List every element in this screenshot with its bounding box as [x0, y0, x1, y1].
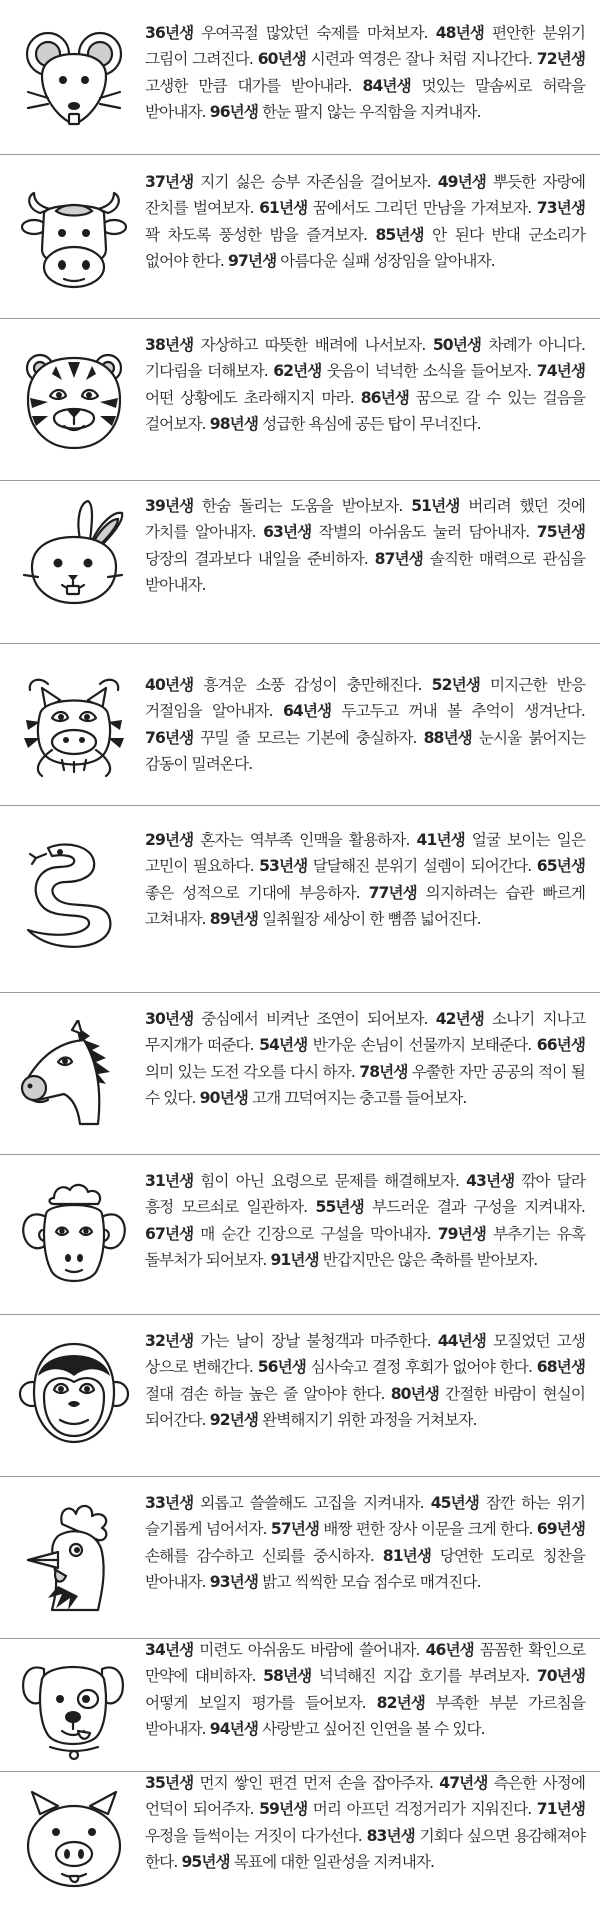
fortune-line: 달달해진 분위기 설렘이 되어간다.	[307, 857, 537, 876]
snake-icon	[18, 842, 130, 954]
zodiac-row-rat	[0, 0, 600, 155]
fortune-line: 당연한 도리로 칭찬을 받아내자.	[145, 1546, 585, 1592]
birth-year: 72년생	[536, 50, 585, 69]
fortune-line: 한눈 팔지 않는 우직함을 지켜내자.	[258, 103, 481, 122]
birth-year: 80년생	[390, 1384, 439, 1403]
zodiac-row-dragon	[0, 644, 600, 806]
birth-year: 35년생	[145, 1774, 194, 1792]
fortune-line: 어떤 상황에도 초라해지지 마라.	[145, 388, 361, 407]
fortune-line: 차례가 아니다. 기다림을 더해보자.	[145, 336, 585, 381]
fortune-line: 꾸밀 줄 모르는 기본에 충실하자.	[193, 728, 424, 747]
fortune-line: 꿈으로 갈 수 있는 걸음을 걸어보자.	[145, 388, 585, 434]
zodiac-row-pig	[0, 1772, 600, 1918]
fortune-line: 절대 겸손 하늘 높은 줄 알아야 한다.	[145, 1384, 391, 1403]
birth-year: 55년생	[315, 1198, 364, 1217]
birth-year: 62년생	[273, 362, 322, 381]
fortune-line: 부족한 부분 가르침을 받아내자.	[145, 1693, 585, 1739]
fortune-line: 간절한 바람이 현실이 되어간다.	[145, 1384, 585, 1430]
zodiac-row-sheep	[0, 1155, 600, 1315]
birth-year: 89년생	[209, 910, 259, 929]
fortune-line: 편안한 분위기 그림이 그려진다.	[145, 24, 585, 69]
birth-year: 71년생	[536, 1800, 585, 1819]
birth-year: 91년생	[270, 1251, 319, 1270]
rat-icon	[18, 20, 130, 132]
fortune-line: 모질었던 고생 상으로 변해간다.	[145, 1332, 585, 1377]
fortune-line: 버리려 했던 것에 가치를 알아내자.	[145, 497, 585, 542]
fortune-line: 부추기는 유혹 돌부처가 되어보자.	[145, 1224, 585, 1270]
fortune-line: 당장의 결과보다 내일을 준비하자.	[145, 549, 375, 568]
birth-year: 53년생	[259, 857, 308, 876]
birth-year: 57년생	[270, 1520, 320, 1539]
birth-year: 84년생	[362, 76, 411, 95]
fortune-line: 고개 끄덕여지는 충고를 들어보자.	[247, 1089, 467, 1108]
fortune-line: 깎아 달라 흥정 모르쇠로 일관하자.	[145, 1172, 585, 1217]
fortune-line: 두고두고 꺼내 볼 추억이 생겨난다.	[331, 702, 585, 721]
fortune-line: 잠깐 하는 위기 슬기롭게 넘어서자.	[145, 1494, 585, 1539]
fortune-text	[145, 1006, 585, 1112]
fortune-line: 배짱 편한 장사 이문을 크게 한다.	[319, 1520, 537, 1539]
birth-year: 75년생	[536, 523, 585, 542]
fortune-line: 손해를 감수하고 신뢰를 중시하자.	[145, 1546, 383, 1565]
fortune-text	[145, 20, 585, 126]
birth-year: 90년생	[199, 1089, 248, 1108]
fortune-line: 우여곡절 많았던 숙제를 마쳐보자.	[193, 24, 436, 42]
birth-year: 29년생	[145, 831, 194, 849]
fortune-line: 멋있는 말솜씨로 허락을 받아내자.	[145, 76, 586, 122]
fortune-line: 힘이 아닌 요령으로 문제를 해결해보자.	[193, 1172, 467, 1190]
birth-year: 50년생	[432, 336, 482, 354]
fortune-line: 미련도 아쉬움도 바람에 쓸어내자.	[193, 1641, 426, 1659]
fortune-text	[145, 827, 585, 933]
fortune-line: 솔직한 매력으로 관심을 받아내자.	[145, 549, 586, 595]
fortune-line: 웃음이 넉넉한 소식을 들어보자.	[321, 362, 537, 381]
fortune-line: 먼지 쌓인 편견 먼저 손을 잡아주자.	[193, 1774, 440, 1792]
fortune-line: 혼자는 역부족 인맥을 활용하자.	[193, 831, 417, 849]
fortune-line: 어떻게 보일지 평가를 들어보자.	[145, 1693, 377, 1712]
birth-year: 42년생	[435, 1010, 484, 1028]
birth-year: 41년생	[416, 831, 465, 849]
fortune-text	[145, 1328, 585, 1434]
fortune-line: 지기 싫은 승부 자존심을 걸어보자.	[193, 173, 438, 191]
birth-year: 87년생	[374, 549, 423, 568]
birth-year: 81년생	[382, 1546, 431, 1565]
fortune-line: 반가운 손님이 선물까지 보태준다.	[307, 1036, 537, 1055]
fortune-line: 아름다운 실패 성장임을 알아내자.	[276, 252, 495, 271]
fortune-line: 고생한 만큼 대가를 받아내라.	[145, 76, 363, 95]
birth-year: 63년생	[263, 523, 312, 542]
birth-year: 30년생	[145, 1010, 194, 1028]
birth-year: 56년생	[257, 1358, 306, 1377]
birth-year: 65년생	[536, 857, 585, 876]
zodiac-row-dog	[0, 1639, 600, 1772]
birth-year: 96년생	[209, 103, 259, 122]
fortune-line: 자상하고 따뜻한 배려에 나서보자.	[193, 336, 433, 354]
fortune-line: 눈시울 붉어지는 감동이 밀려온다.	[145, 728, 585, 774]
birth-year: 33년생	[145, 1494, 194, 1512]
fortune-line: 심사숙고 결정 후회가 없어야 한다.	[305, 1358, 537, 1377]
zodiac-row-ox	[0, 155, 600, 319]
birth-year: 86년생	[360, 388, 409, 407]
birth-year: 60년생	[257, 50, 306, 69]
birth-year: 52년생	[431, 676, 480, 694]
fortune-line: 꿈에서도 그리던 만남을 가져보자.	[307, 199, 537, 218]
pig-icon	[18, 1784, 130, 1896]
fortune-line: 외롭고 쓸쓸해도 고집을 지켜내자.	[193, 1494, 431, 1512]
tiger-icon	[18, 344, 130, 456]
fortune-text	[145, 672, 585, 778]
zodiac-row-rooster	[0, 1477, 600, 1639]
birth-year: 34년생	[145, 1641, 194, 1659]
dragon-icon	[18, 670, 130, 782]
fortune-line: 안 된다 반대 군소리가 없어야 한다.	[145, 225, 585, 271]
fortune-line: 반갑지만은 않은 축하를 받아보자.	[318, 1251, 538, 1270]
birth-year: 79년생	[437, 1224, 486, 1243]
zodiac-row-horse	[0, 993, 600, 1155]
birth-year: 49년생	[437, 173, 486, 191]
zodiac-row-rabbit	[0, 481, 600, 644]
birth-year: 78년생	[359, 1062, 408, 1081]
birth-year: 37년생	[145, 173, 194, 191]
birth-year: 74년생	[536, 362, 585, 381]
fortune-line: 머리 아프던 걱정거리가 지워진다.	[307, 1800, 537, 1819]
monkey-icon	[18, 1336, 130, 1448]
fortune-line: 측은한 사정에 언덕이 되어주자.	[145, 1774, 585, 1819]
birth-year: 45년생	[430, 1494, 479, 1512]
birth-year: 40년생	[145, 676, 194, 694]
fortune-line: 사랑받고 싶어진 인연을 볼 수 있다.	[258, 1720, 485, 1739]
birth-year: 61년생	[259, 199, 308, 218]
birth-year: 31년생	[145, 1172, 194, 1190]
fortune-line: 목표에 대한 일관성을 지켜내자.	[229, 1853, 435, 1872]
fortune-line: 시련과 역경은 잘나 처럼 지나간다.	[305, 50, 537, 69]
birth-year: 70년생	[536, 1667, 585, 1686]
dog-icon	[18, 1649, 130, 1761]
fortune-line: 의지하려는 습관 빠르게 고쳐내자.	[145, 883, 585, 929]
fortune-line: 밝고 씩씩한 모습 점수로 매겨진다.	[258, 1573, 481, 1592]
birth-year: 58년생	[263, 1667, 312, 1686]
birth-year: 73년생	[536, 199, 585, 218]
fortune-line: 미지근한 반응 거절임을 알아내자.	[145, 676, 585, 721]
fortune-text	[145, 493, 585, 599]
fortune-text	[145, 332, 585, 438]
birth-year: 44년생	[437, 1332, 486, 1350]
birth-year: 48년생	[435, 24, 484, 42]
birth-year: 77년생	[368, 883, 417, 902]
fortune-line: 얼굴 보이는 일은 고민이 필요하다.	[145, 831, 585, 876]
birth-year: 36년생	[145, 24, 194, 42]
birth-year: 68년생	[536, 1358, 585, 1377]
birth-year: 32년생	[145, 1332, 194, 1350]
zodiac-row-snake	[0, 806, 600, 993]
fortune-line: 좋은 성적으로 기대에 부응하자.	[145, 883, 369, 902]
birth-year: 76년생	[145, 728, 194, 747]
fortune-line: 우쭐한 자만 공공의 적이 될 수 있다.	[145, 1062, 585, 1108]
rabbit-icon	[18, 497, 130, 609]
fortune-line: 꼼꼼한 확인으로 만약에 대비하자.	[145, 1641, 585, 1686]
birth-year: 93년생	[209, 1573, 259, 1592]
fortune-line: 뿌듯한 자랑에 잔치를 벌여보자.	[145, 173, 585, 218]
fortune-line: 성급한 욕심에 공든 탑이 무너진다.	[258, 415, 481, 434]
fortune-line: 부드러운 결과 구성을 지켜내자.	[363, 1198, 585, 1217]
fortune-line: 한숨 돌리는 도움을 받아보자.	[193, 497, 412, 515]
birth-year: 47년생	[439, 1774, 488, 1792]
birth-year: 51년생	[411, 497, 460, 515]
horse-icon	[18, 1020, 130, 1132]
fortune-line: 흥겨운 소풍 감성이 충만해진다.	[193, 676, 432, 694]
birth-year: 82년생	[376, 1693, 425, 1712]
fortune-line: 기회다 싶으면 용감해져야 한다.	[145, 1826, 585, 1872]
birth-year: 43년생	[466, 1172, 515, 1190]
birth-year: 88년생	[423, 728, 472, 747]
fortune-line: 중심에서 비켜난 조연이 되어보자.	[193, 1010, 436, 1028]
fortune-line: 꽉 차도록 풍성한 밤을 즐겨보자.	[145, 225, 376, 244]
birth-year: 66년생	[536, 1036, 585, 1055]
fortune-line: 완벽해지기 위한 과정을 거쳐보자.	[258, 1411, 477, 1430]
fortune-line: 소나기 지나고 무지개가 떠준다.	[145, 1010, 585, 1055]
zodiac-row-monkey	[0, 1315, 600, 1477]
sheep-icon	[18, 1178, 130, 1290]
birth-year: 67년생	[145, 1224, 194, 1243]
birth-year: 59년생	[259, 1800, 308, 1819]
fortune-line: 일취월장 세상이 한 뼘쯤 넓어진다.	[258, 910, 481, 929]
fortune-line: 우정을 들썩이는 거짓이 다가선다.	[145, 1826, 367, 1845]
fortune-line: 의미 있는 도전 각오를 다시 하자.	[145, 1062, 360, 1081]
birth-year: 95년생	[181, 1853, 230, 1872]
fortune-text	[145, 1168, 585, 1274]
fortune-text	[145, 1490, 585, 1596]
zodiac-row-tiger	[0, 319, 600, 481]
birth-year: 39년생	[145, 497, 194, 515]
birth-year: 85년생	[375, 225, 424, 244]
fortune-line: 넉넉해진 지갑 호기를 부려보자.	[311, 1667, 537, 1686]
birth-year: 46년생	[425, 1641, 474, 1659]
fortune-line: 가는 날이 장날 불청객과 마주한다.	[193, 1332, 438, 1350]
birth-year: 98년생	[209, 415, 259, 434]
birth-year: 69년생	[536, 1520, 585, 1539]
birth-year: 64년생	[282, 702, 332, 721]
fortune-text	[145, 1637, 585, 1743]
fortune-text	[145, 169, 585, 275]
rooster-icon	[18, 1502, 130, 1614]
fortune-text	[145, 1770, 585, 1876]
fortune-line: 매 순간 긴장으로 구설을 막아내자.	[193, 1224, 438, 1243]
birth-year: 94년생	[209, 1720, 259, 1739]
birth-year: 97년생	[228, 252, 277, 271]
fortune-line: 작별의 아쉬움도 눌러 담아내자.	[311, 523, 537, 542]
birth-year: 83년생	[366, 1826, 415, 1845]
birth-year: 54년생	[259, 1036, 308, 1055]
ox-icon	[18, 183, 130, 295]
birth-year: 38년생	[145, 336, 194, 354]
birth-year: 92년생	[209, 1411, 259, 1430]
